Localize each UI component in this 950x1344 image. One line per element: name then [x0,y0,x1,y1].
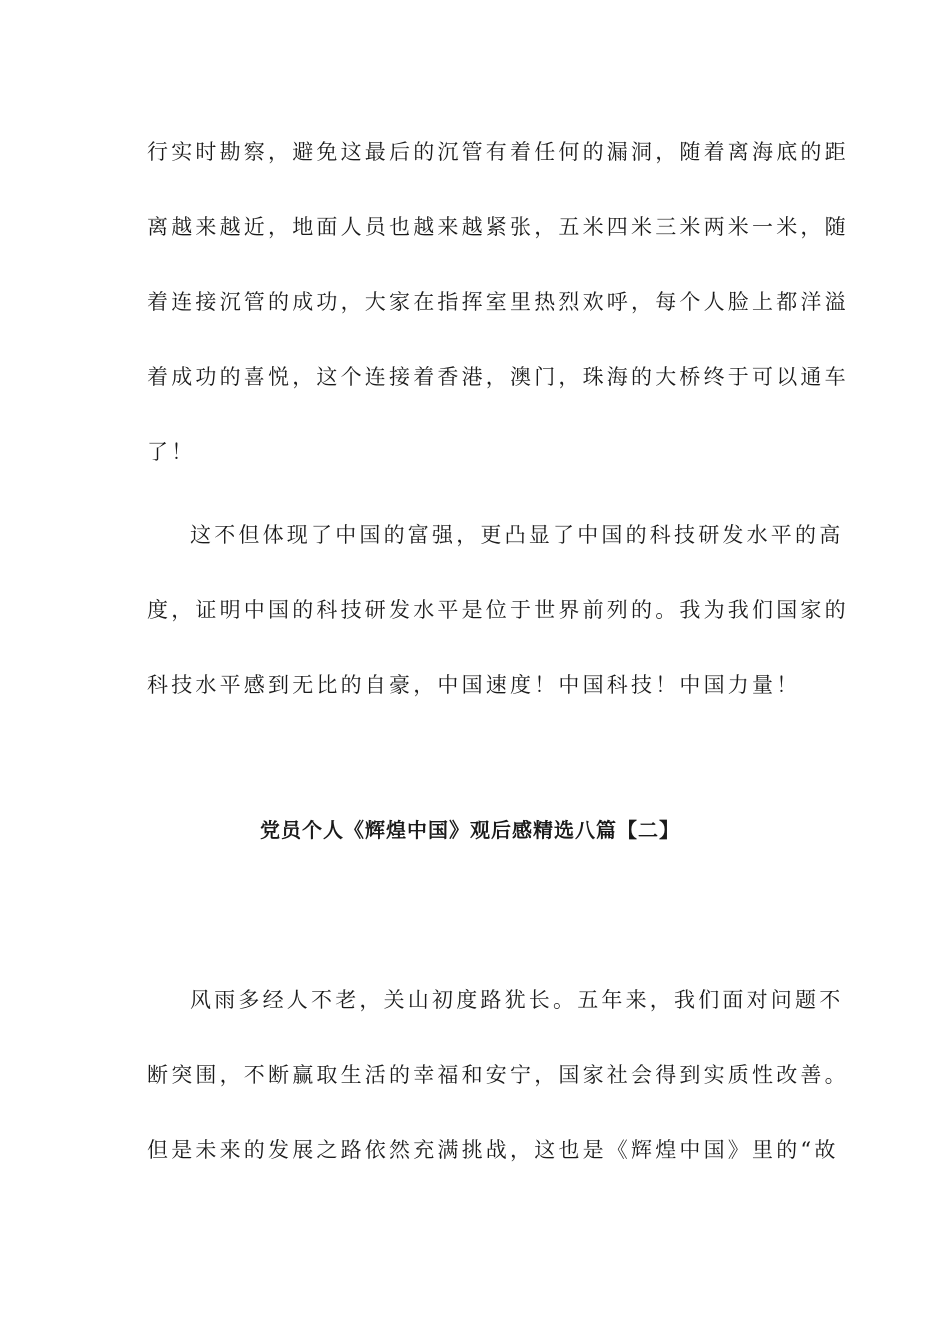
paragraph-3-line-3: 但是未来的发展之路依然充满挑战，这也是《辉煌中国》里的“故 [147,1138,839,1162]
paragraph-3-line-1: 风雨多经人不老，关山初度路犹长。五年来，我们面对问题不 [190,988,844,1012]
paragraph-1-line-4: 着成功的喜悦，这个连接着香港，澳门，珠海的大桥终于可以通车 [147,365,849,389]
section-heading: 党员个人《辉煌中国》观后感精选八篇【二】 [260,818,680,842]
paragraph-2-line-2: 度，证明中国的科技研发水平是位于世界前列的。我为我们国家的 [147,598,849,622]
paragraph-2-line-1: 这不但体现了中国的富强，更凸显了中国的科技研发水平的高 [190,523,844,547]
paragraph-3-line-2: 断突围，不断赢取生活的幸福和安宁，国家社会得到实质性改善。 [147,1063,849,1087]
paragraph-2-line-3: 科技水平感到无比的自豪，中国速度！中国科技！中国力量！ [147,673,801,697]
paragraph-1-line-5: 了！ [147,440,196,464]
paragraph-1-line-2: 离越来越近，地面人员也越来越紧张，五米四米三米两米一米，随 [147,215,849,239]
paragraph-1-line-1: 行实时勘察，避免这最后的沉管有着任何的漏洞，随着离海底的距 [147,140,849,164]
paragraph-1-line-3: 着连接沉管的成功，大家在指挥室里热烈欢呼，每个人脸上都洋溢 [147,290,849,314]
